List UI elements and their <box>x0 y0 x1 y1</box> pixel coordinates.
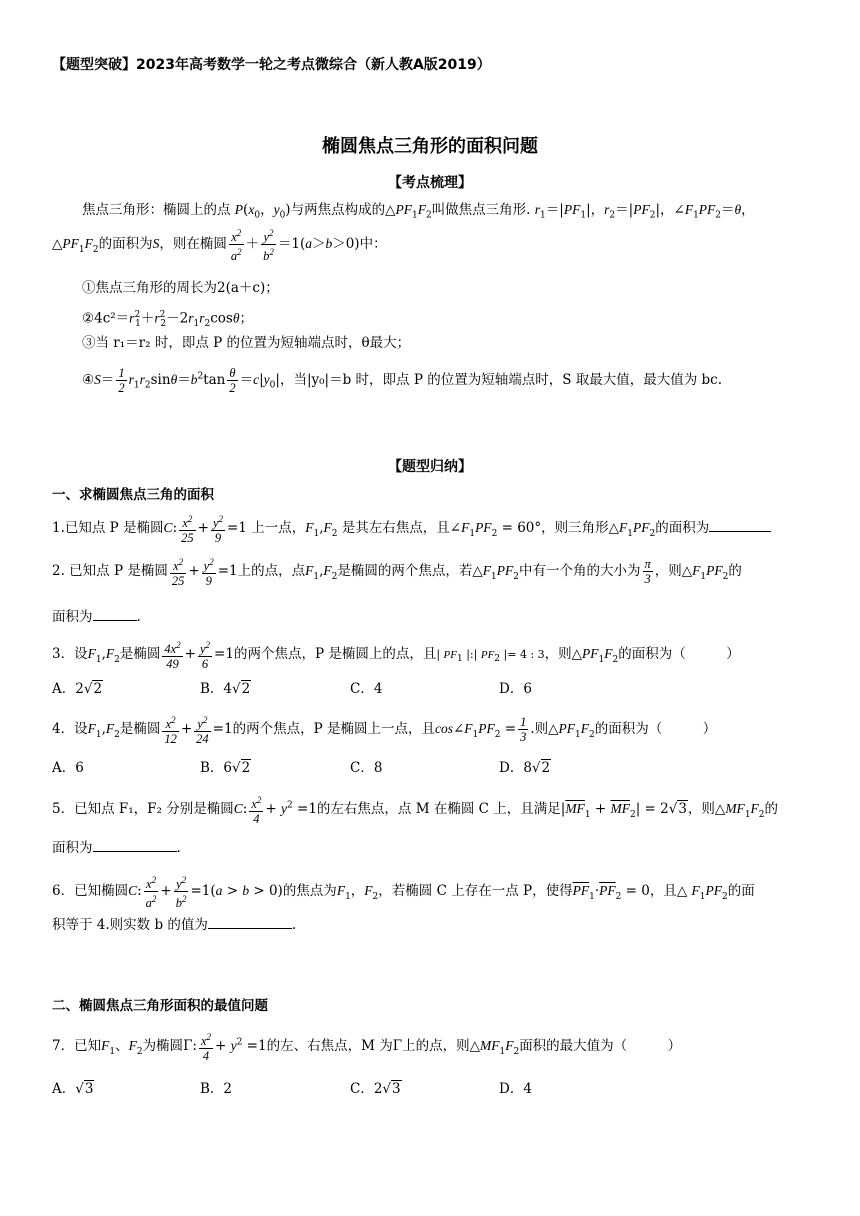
subsection-1-heading: 一、求椭圆焦点三角的面积 <box>52 487 214 503</box>
problem-2-cont: 面积为 . <box>52 606 141 627</box>
problem-4: 4．设$F_1,F_2$是椭圆 $\frac{x^2}{12}$ + $\frac{y^2}{24}$ =1的两个焦点，P 是椭圆上一点，且$\cos\angle F_1PF_2$ = $\frac{1}{3}$ .则$\triangle PF_1F_2$的面积为（ ） <box>52 715 717 747</box>
option-b[interactable]: B．4√2 <box>200 681 251 697</box>
option-b[interactable]: B．6√2 <box>200 760 251 776</box>
problem-7: 7．已知$F_1$、$F_2$为椭圆Γ: $\frac{x^2}{4}$ + $y^2 =1$的左、右焦点，M 为Γ上的点，则$\triangle MF_1F_2$面积的最大值为（ ） <box>52 1032 682 1064</box>
option-d[interactable]: D．6 <box>499 681 532 697</box>
option-d[interactable]: D．8√2 <box>499 760 551 776</box>
section-heading-theory: 【考点梳理】 <box>388 175 472 191</box>
problem-1: 1.已知点 P 是椭圆C: $\frac{x^2}{25}$ + $\frac{y^2}{9}$ =1 上一点，$F_1,F_2$ 是其左右焦点，且$\angle F_1PF_2 = 60^\circ$，则三角形$\triangle F_1PF_2$的面积为 <box>52 512 771 545</box>
document-header: 【题型突破】2023年高考数学一轮之考点微综合（新人教A版2019） <box>52 57 491 73</box>
problem-6-cont: 积等于 4.则实数 b 的值为 . <box>52 914 296 935</box>
theory-line-1: 焦点三角形：椭圆上的点 $P(x_0$，$y_0$)与两焦点构成的$\triangle PF_1F_2$叫做焦点三角形. $r_1=|PF_1|$，$r_2=|PF_2|$，$\angle F_1PF_2=\theta$， <box>82 202 755 221</box>
problem-2: 2. 已知点 P 是椭圆 $\frac{x^2}{25}$ + $\frac{y^2}{9}$ =1上的点，点$F_1,F_2$是椭圆的两个焦点，若$\triangle F_1PF_2$中有一个角的大小为 $\frac{\pi}{3}$ ，则$\triangle F_1PF_2$的 <box>52 557 742 589</box>
option-c[interactable]: C．2√3 <box>350 1081 401 1097</box>
problem-3: 3．设$F_1,F_2$是椭圆 $\frac{4x^2}{49}$ + $\frac{y^2}{6}$ =1的两个焦点，P 是椭圆上的点，且| $PF_1$ |:| $PF_2$ |= 4 : 3，则$\triangle PF_1F_2$的面积为（ ） <box>52 640 740 672</box>
theory-item-1: ①焦点三角形的周长为2(a＋c)； <box>82 280 279 296</box>
option-a[interactable]: A．√3 <box>52 1081 94 1097</box>
section-heading-types: 【题型归纳】 <box>388 459 472 475</box>
theory-line-2: $\triangle PF_1F_2$的面积为S，则在椭圆 $\frac{x^2}{a^2}$ ＋ $\frac{y^2}{b^2}$ ＝1(a＞b＞0)中： <box>52 228 387 264</box>
option-c[interactable]: C．4 <box>350 681 383 697</box>
option-d[interactable]: D．4 <box>499 1081 532 1097</box>
page-title: 椭圆焦点三角形的面积问题 <box>322 136 538 157</box>
problem-5: 5．已知点 F₁，F₂ 分别是椭圆C: $\frac{x^2}{4}$ + $y^2 =1$的左右焦点，点 M 在椭圆 C 上，且满足$|\overline{MF}_1 + \overline{MF}_2| = 2√3$，则$\triangle MF_1F_2$的 <box>52 795 779 827</box>
problem-6: 6．已知椭圆C: $\frac{x^2}{a^2}$ + $\frac{y^2}{b^2}$ =1(a > b > 0)的焦点为$F_1$，$F_2$，若椭圆 C 上存在一点 P，使得$\overline{PF}_1\cdot\overline{PF}_2 = 0$，且△ $F_1PF_2$的面 <box>52 875 755 911</box>
problem-5-cont: 面积为 . <box>52 837 181 858</box>
option-a[interactable]: A．6 <box>52 760 84 776</box>
subsection-2-heading: 二、椭圆焦点三角形面积的最值问题 <box>52 998 268 1014</box>
theory-item-2: $②4c^2=r^2_1+r^2_2-2r_1r_2\cos\theta$； <box>82 310 253 330</box>
option-b[interactable]: B．2 <box>200 1081 233 1097</box>
option-c[interactable]: C．8 <box>350 760 383 776</box>
theory-item-3: ③当 r₁＝r₂ 时，即点 P 的位置为短轴端点时，θ最大； <box>82 335 411 351</box>
option-a[interactable]: A．2√2 <box>52 681 103 697</box>
theory-item-4: ④S＝ $\frac{1}{2}$ $r_1r_2\sin\theta=b^2\tan$ $\frac{\theta}{2}$ $=c|y_0|$，当|y₀|＝b 时，即点 P 的位置为短轴端点时，S 取最大值，最大值为 bc. <box>82 366 723 395</box>
